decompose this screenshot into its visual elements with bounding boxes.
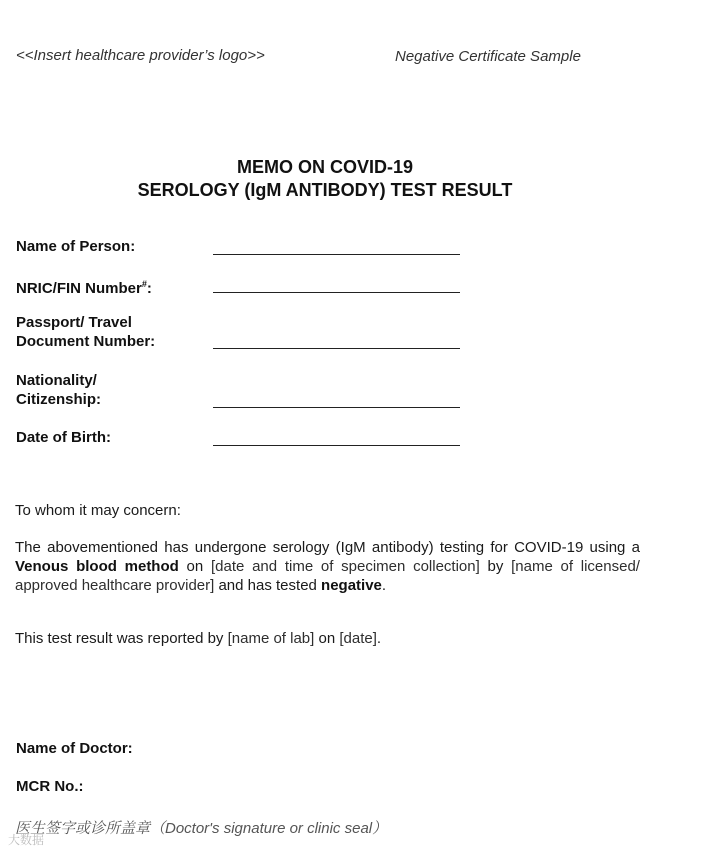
nric-colon: :	[146, 280, 152, 297]
result-paragraph	[15, 538, 640, 595]
nric-footnote-mark: #	[141, 279, 147, 289]
paragraph-text-4: and has tested	[214, 577, 322, 594]
nric-fin-label	[16, 275, 152, 298]
name-of-person-label: Name of Person:	[16, 238, 136, 255]
passport-label: Passport/ Travel Document Number:	[16, 314, 156, 350]
reported-text-3: .	[376, 630, 382, 647]
reported-by-line	[15, 630, 381, 647]
passport-line[interactable]	[213, 348, 460, 349]
nationality-line[interactable]	[213, 407, 460, 408]
memo-title-line1: MEMO ON COVID-19	[236, 157, 414, 177]
negative-result-text: negative	[321, 577, 382, 594]
nric-fin-text: NRIC/FIN Number	[16, 280, 142, 297]
nationality-label: Nationality/ Citizenship:	[16, 372, 101, 408]
date-of-birth-label: Date of Birth:	[16, 429, 111, 446]
collection-date-placeholder: [date and time of specimen collection]	[210, 558, 480, 575]
date-of-birth-line[interactable]	[213, 445, 460, 446]
venous-method-text: Venous blood method	[15, 558, 179, 575]
paragraph-text-2: on	[178, 558, 211, 575]
logo-placeholder: <<Insert healthcare provider’s logo>>	[16, 47, 265, 64]
lab-name-placeholder: [name of lab]	[227, 630, 315, 647]
signature-seal-note: 医生签字或诊所盖章（Doctor's signature or clinic seal）	[15, 820, 388, 837]
reported-text-2: on	[314, 630, 340, 647]
doctor-name-label: Name of Doctor:	[16, 740, 133, 757]
reported-text-1: This test result was reported by	[15, 630, 228, 647]
greeting: To whom it may concern:	[15, 502, 181, 519]
paragraph-text-3: by	[479, 558, 512, 575]
name-of-person-line[interactable]	[213, 254, 460, 255]
mcr-number-label: MCR No.:	[16, 778, 84, 795]
nric-fin-line[interactable]	[213, 292, 460, 293]
report-date-placeholder: [date]	[339, 630, 377, 647]
provider-placeholder: [name of licensed/ approved healthcare provider]	[15, 558, 640, 594]
paragraph-text-1: The abovementioned has undergone serology (IgM antibody) testing for COVID-19 using a	[15, 539, 640, 556]
watermark: 大数据	[8, 833, 45, 847]
memo-title-line2: SEROLOGY (IgM ANTIBODY) TEST RESULT	[137, 180, 513, 200]
paragraph-text-5: .	[381, 577, 387, 594]
sample-label: Negative Certificate Sample	[395, 48, 581, 65]
